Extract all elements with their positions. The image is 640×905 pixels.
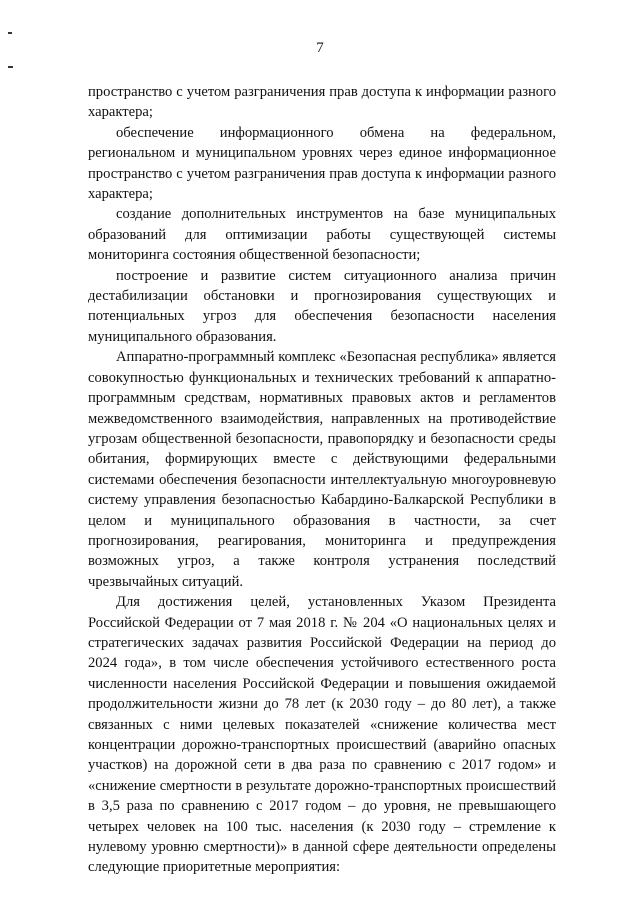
document-body <box>88 82 556 878</box>
paragraph-situational-analysis: построение и развитие систем ситуационного анализа причин дестабилизации обстановки и прогнозирования существующих и потенциальных угроз для обеспечения безопасности населения муниципального образования. <box>88 267 556 345</box>
paragraph-safe-republic-complex: Аппаратно-программный комплекс «Безопасная республика» является совокупностью функциональных и технических требований к аппаратно-программным средствам, нормативных правовых актов и регламентов межведомственного взаимодействия, направленных на противодействие угрозам общественной безопасности, правопорядку и безопасности среды обитания, формирующих вместе с действующими федеральными системами обеспечения безопасности интеллектуальную многоуровневую систему управления безопасностью Кабардино-Балкарской Республики в целом и муниципального образования в частности, за счет прогнозирования, реагирования, мониторинга и предупреждения возможных угроз, а также контроля устранения последствий чрезвычайных ситуаций. <box>88 349 556 590</box>
page-number: 7 <box>316 40 324 56</box>
paragraph-municipal-tools: создание дополнительных инструментов на базе муниципальных образований для оптимизации работы существующей системы мониторинга состояния общественной безопасности; <box>88 206 556 264</box>
paragraph-continuation: пространство с учетом разграничения прав доступа к информации разного характера; <box>88 84 556 121</box>
paragraph-info-exchange: обеспечение информационного обмена на федеральном, региональном и муниципальном уровнях через единое информационное пространство с учетом разграничения прав доступа к информации разного характера; <box>88 124 556 203</box>
scan-artifact-mark <box>8 32 12 34</box>
paragraph-priority-measures: Для достижения целей, установленных Указом Президента Российской Федерации от 7 мая 2018 г. № 204 «О национальных целях и стратегических задачах развития Российской Федерации на период до 2024 года», в том числе обеспечения устойчивого естественного роста численности населения Российской Федерации и повышения ожидаемой продолжительности жизни до 78 лет (к 2030 году – до 80 лет), а также связанных с ними целевых показателей «снижение количества мест концентрации дорожно-транспортных происшествий (аварийно опасных участков) на дорожной сети в два раза по сравнению с 2017 годом» и «снижение смертности в результате дорожно-транспортных происшествий в 3,5 раза по сравнению с 2017 годом – до уровня, не превышающего четырех человек на 100 тыс. населения (к 2030 году – стремление к нулевому уровню смертности)» в данной сфере деятельности определены следующие приоритетные мероприятия: <box>88 594 556 876</box>
scan-artifact-mark <box>8 66 13 68</box>
